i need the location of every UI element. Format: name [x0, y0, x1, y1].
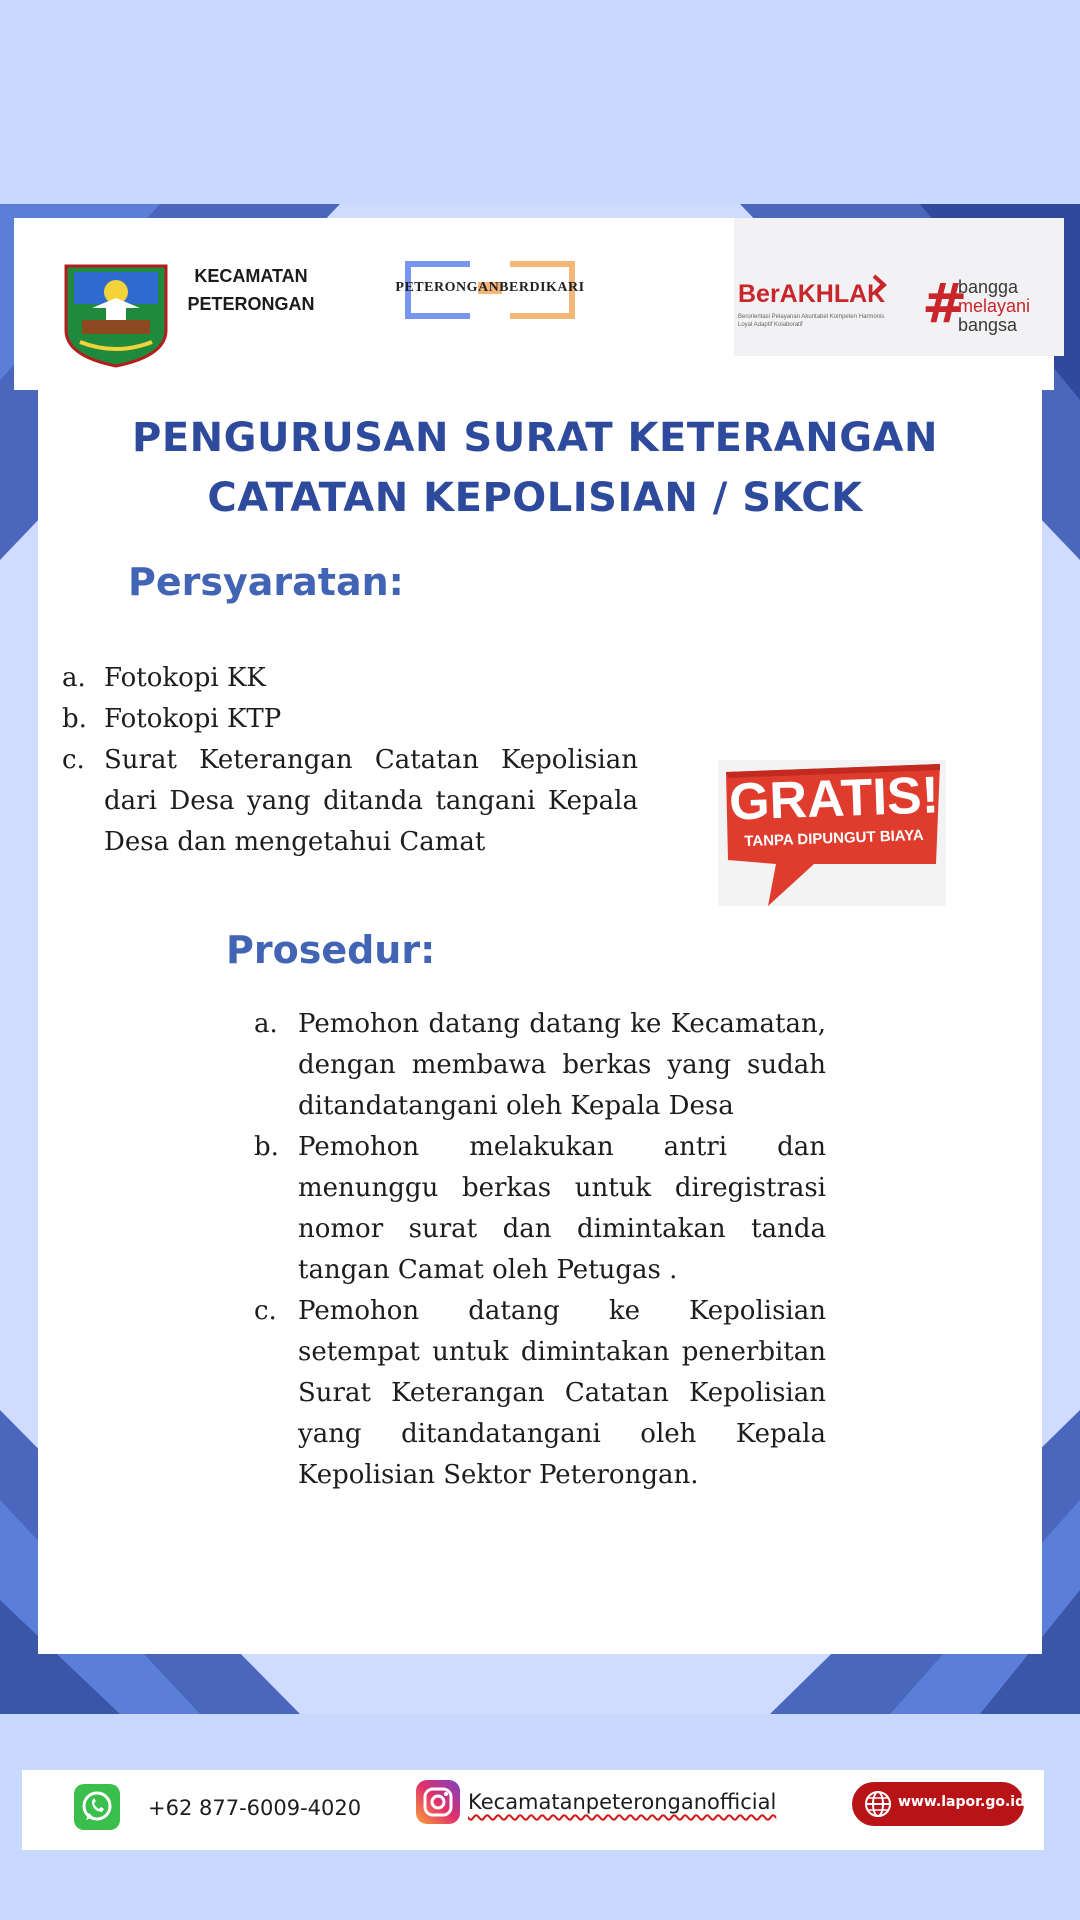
list-item-text: Pemohon datang ke Kepolisian setempat untuk dimintakan penerbitan Surat Keterangan Catatan Kepolisian yang ditandatangani oleh Kepala Kepolisian Sektor Peterongan. [298, 1296, 826, 1490]
list-marker: b. [62, 704, 87, 734]
bangga-words [958, 278, 1030, 335]
header-band [14, 218, 1054, 390]
lapor-website-text: www.lapor.go.id [898, 1794, 1026, 1810]
list-marker: a. [254, 1009, 278, 1039]
page-title-line2: CATATAN KEPOLISIAN / SKCK [207, 475, 863, 521]
list-item [62, 658, 638, 699]
peterongan-berdikari-logo [390, 260, 590, 320]
free-of-charge-badge [718, 760, 946, 906]
list-marker: b. [254, 1132, 279, 1162]
list-item-text: Fotokopi KK [104, 663, 266, 693]
bangga-line3: bangsa [958, 315, 1018, 335]
org-name-line1: KECAMATAN [194, 266, 308, 286]
whatsapp-icon[interactable] [74, 1784, 120, 1830]
hashtag-icon: # [922, 272, 968, 335]
procedure-list [254, 1004, 826, 1496]
list-item [254, 1127, 826, 1291]
brand-logo-text: PETERONGANBERDIKARI [395, 280, 585, 295]
procedure-heading: Prosedur: [226, 928, 436, 972]
phone-number-link[interactable]: +62 877-6009-4020 [148, 1796, 362, 1820]
page-title-line1: PENGURUSAN SURAT KETERANGAN [132, 415, 938, 461]
lapor-website-button[interactable] [852, 1782, 1024, 1826]
badge-sub-text: TANPA DIPUNGUT BIAYA [744, 826, 924, 851]
list-marker: a. [62, 663, 86, 693]
bangga-line1: bangga [958, 277, 1019, 297]
globe-icon [864, 1790, 892, 1818]
list-item [254, 1004, 826, 1127]
org-name-line2: PETERONGAN [187, 294, 315, 314]
instagram-handle-link[interactable]: Kecamatanpeteronganofficial [468, 1790, 777, 1814]
berakhlak-title: BerAKHLAK [738, 280, 886, 308]
badge-main-text: GRATIS! [728, 766, 940, 832]
list-item [62, 699, 638, 740]
list-marker: c. [62, 745, 85, 775]
list-item [254, 1291, 826, 1496]
list-marker: c. [254, 1296, 277, 1326]
requirements-list [62, 658, 638, 863]
bangga-melayani-bangsa-logo [922, 272, 1062, 336]
list-item-text: Fotokopi KTP [104, 704, 282, 734]
page-title [60, 408, 1010, 528]
kabupaten-emblem-icon [62, 260, 170, 368]
contact-footer [22, 1770, 1044, 1850]
list-item-text: Pemohon melakukan antri dan menunggu berkas untuk diregistrasi nomor surat dan dimintakan tanda tangan Camat oleh Petugas . [298, 1132, 826, 1285]
requirements-heading: Persyaratan: [128, 560, 404, 604]
list-item-text: Surat Keterangan Catatan Kepolisian dari Desa yang ditanda tangani Kepala Desa dan mengetahui Camat [104, 745, 638, 857]
berakhlak-chevron-icon [870, 274, 888, 296]
bangga-line2: melayani [958, 296, 1031, 316]
list-item-text: Pemohon datang datang ke Kecamatan, dengan membawa berkas yang sudah ditandatangani oleh Kepala Desa [298, 1009, 826, 1121]
instagram-icon[interactable] [416, 1780, 460, 1824]
org-name [176, 262, 326, 318]
berakhlak-subtitle: Berorientasi Pelayanan Akuntabel Kompeten Harmonis Loyal Adaptif Kolaboratif [738, 314, 885, 328]
list-item [62, 740, 638, 863]
